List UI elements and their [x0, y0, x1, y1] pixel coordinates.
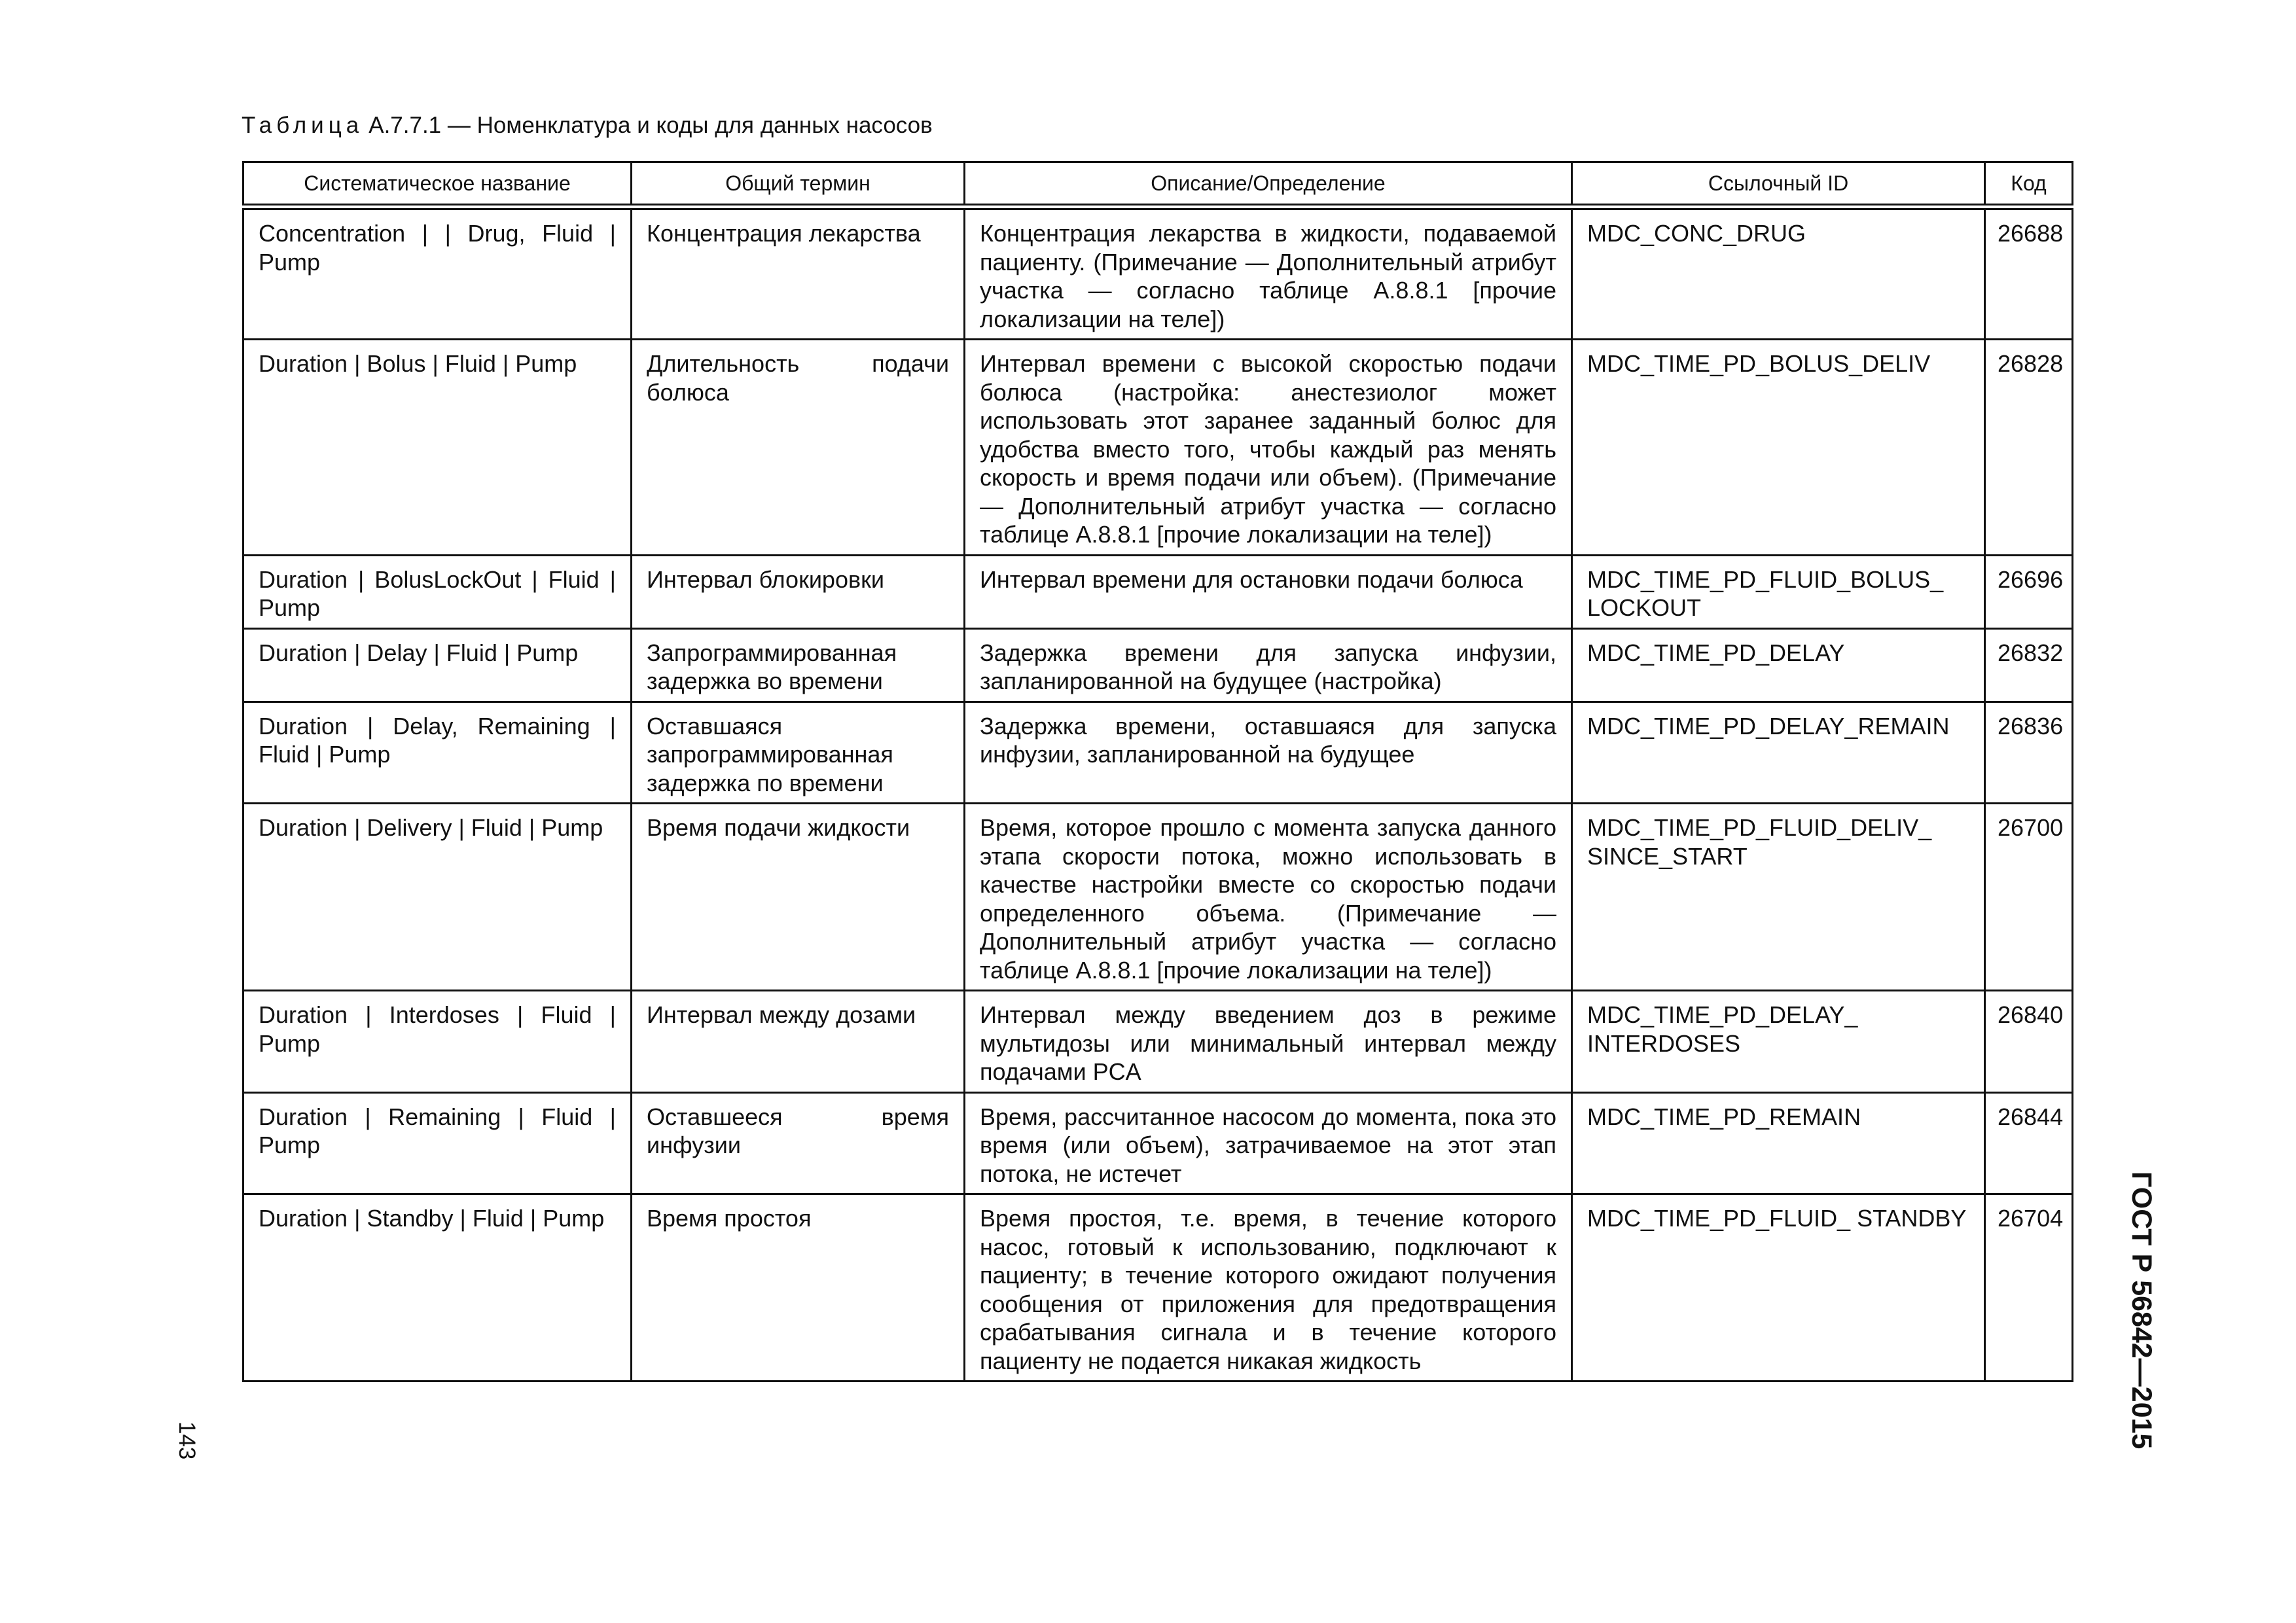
table-row — [243, 340, 2073, 556]
header-row — [243, 162, 2073, 207]
table-row — [243, 1194, 2073, 1382]
header-reference-id: Ссылочный ID — [1572, 162, 1985, 207]
description-cell: Интервал времени для остановки подачи болюса — [965, 555, 1572, 628]
description-cell: Время, которое прошло с момента запуска данного этапа скорости потока, можно использовать в качестве настройки вместе со скоростью подачи определенного объема. (Примечание — Дополнительный атрибут участка — согласно таблице А.8.8.1 [прочие локализации на теле]) — [965, 804, 1572, 991]
description-cell: Время, рассчитанное насосом до момента, пока это время (или объем), затрачиваемое на этот этап потока, не истечет — [965, 1092, 1572, 1194]
standard-designation: ГОСТ Р 56842—2015 — [2126, 1171, 2157, 1450]
code-cell: 26832 — [1985, 628, 2073, 702]
code-cell: 26840 — [1985, 991, 2073, 1093]
common-term-cell: Интервал между дозами — [632, 991, 965, 1093]
table-header — [243, 162, 2073, 207]
systematic-name-cell: Concentration | | Drug, Fluid | Pump — [243, 207, 632, 340]
reference-id-cell: MDC_TIME_PD_BOLUS_DELIV — [1572, 340, 1985, 556]
common-term-cell: Запрограммированная задержка во времени — [632, 628, 965, 702]
nomenclature-table — [242, 161, 2073, 1382]
reference-id-cell: MDC_TIME_PD_FLUID_ STANDBY — [1572, 1194, 1985, 1382]
table-row — [243, 207, 2073, 340]
header-systematic-name: Систематическое название — [243, 162, 632, 207]
common-term-cell: Концентрация лекарства — [632, 207, 965, 340]
description-cell: Интервал времени с высокой скоростью подачи болюса (настройка: анестезиолог может использовать этот заранее заданный болюс для удобства вместо того, чтобы каждый раз менять скорость и время подачи или объем). (Примечание — Дополнительный атрибут участка — согласно таблице А.8.8.1 [прочие локализации на теле]) — [965, 340, 1572, 556]
header-code: Код — [1985, 162, 2073, 207]
reference-id-cell: MDC_TIME_PD_FLUID_BOLUS_ LOCKOUT — [1572, 555, 1985, 628]
table-caption — [242, 111, 933, 140]
systematic-name-cell: Duration | Interdoses | Fluid | Pump — [243, 991, 632, 1093]
reference-id-cell: MDC_CONC_DRUG — [1572, 207, 1985, 340]
reference-id-cell: MDC_TIME_PD_DELAY_ INTERDOSES — [1572, 991, 1985, 1093]
systematic-name-cell: Duration | Delay, Remaining | Fluid | Pump — [243, 702, 632, 804]
table-row — [243, 1092, 2073, 1194]
reference-id-cell: MDC_TIME_PD_DELAY — [1572, 628, 1985, 702]
code-cell: 26700 — [1985, 804, 2073, 991]
common-term-cell: Оставшееся время инфузии — [632, 1092, 965, 1194]
systematic-name-cell: Duration | Delay | Fluid | Pump — [243, 628, 632, 702]
code-cell: 26704 — [1985, 1194, 2073, 1382]
code-cell: 26836 — [1985, 702, 2073, 804]
table-caption-prefix: Таблица — [242, 113, 364, 138]
common-term-cell: Интервал блокировки — [632, 555, 965, 628]
common-term-cell: Длительность подачи болюса — [632, 340, 965, 556]
header-description: Описание/Определение — [965, 162, 1572, 207]
systematic-name-cell: Duration | BolusLockOut | Fluid | Pump — [243, 555, 632, 628]
table-row — [243, 555, 2073, 628]
common-term-cell: Оставшаяся запрограммированная задержка по времени — [632, 702, 965, 804]
reference-id-cell: MDC_TIME_PD_REMAIN — [1572, 1092, 1985, 1194]
description-cell: Задержка времени, оставшаяся для запуска инфузии, запланированной на будущее — [965, 702, 1572, 804]
table-row — [243, 628, 2073, 702]
table-row — [243, 702, 2073, 804]
systematic-name-cell: Duration | Delivery | Fluid | Pump — [243, 804, 632, 991]
code-cell: 26844 — [1985, 1092, 2073, 1194]
code-cell: 26828 — [1985, 340, 2073, 556]
reference-id-cell: MDC_TIME_PD_DELAY_REMAIN — [1572, 702, 1985, 804]
header-common-term: Общий термин — [632, 162, 965, 207]
systematic-name-cell: Duration | Standby | Fluid | Pump — [243, 1194, 632, 1382]
systematic-name-cell: Duration | Remaining | Fluid | Pump — [243, 1092, 632, 1194]
code-cell: 26696 — [1985, 555, 2073, 628]
description-cell: Время простоя, т.е. время, в течение которого насос, готовый к использованию, подключают к пациенту; в течение которого ожидают получения сообщения от приложения для предотвращения срабатывания сигнала и в течение которого пациенту не подается никакая жидкость — [965, 1194, 1572, 1382]
reference-id-cell: MDC_TIME_PD_FLUID_DELIV_ SINCE_START — [1572, 804, 1985, 991]
common-term-cell: Время подачи жидкости — [632, 804, 965, 991]
table-row — [243, 991, 2073, 1093]
common-term-cell: Время простоя — [632, 1194, 965, 1382]
description-cell: Задержка времени для запуска инфузии, запланированной на будущее (настройка) — [965, 628, 1572, 702]
page-number: 143 — [174, 1421, 200, 1460]
description-cell: Концентрация лекарства в жидкости, подаваемой пациенту. (Примечание — Дополнительный атрибут участка — согласно таблице А.8.8.1 [прочие локализации на теле]) — [965, 207, 1572, 340]
systematic-name-cell: Duration | Bolus | Fluid | Pump — [243, 340, 632, 556]
table-row — [243, 804, 2073, 991]
table-body — [243, 207, 2073, 1382]
code-cell: 26688 — [1985, 207, 2073, 340]
description-cell: Интервал между введением доз в режиме мультидозы или минимальный интервал между подачами PCA — [965, 991, 1572, 1093]
table-caption-text: А.7.7.1 — Номенклатура и коды для данных насосов — [368, 113, 933, 138]
